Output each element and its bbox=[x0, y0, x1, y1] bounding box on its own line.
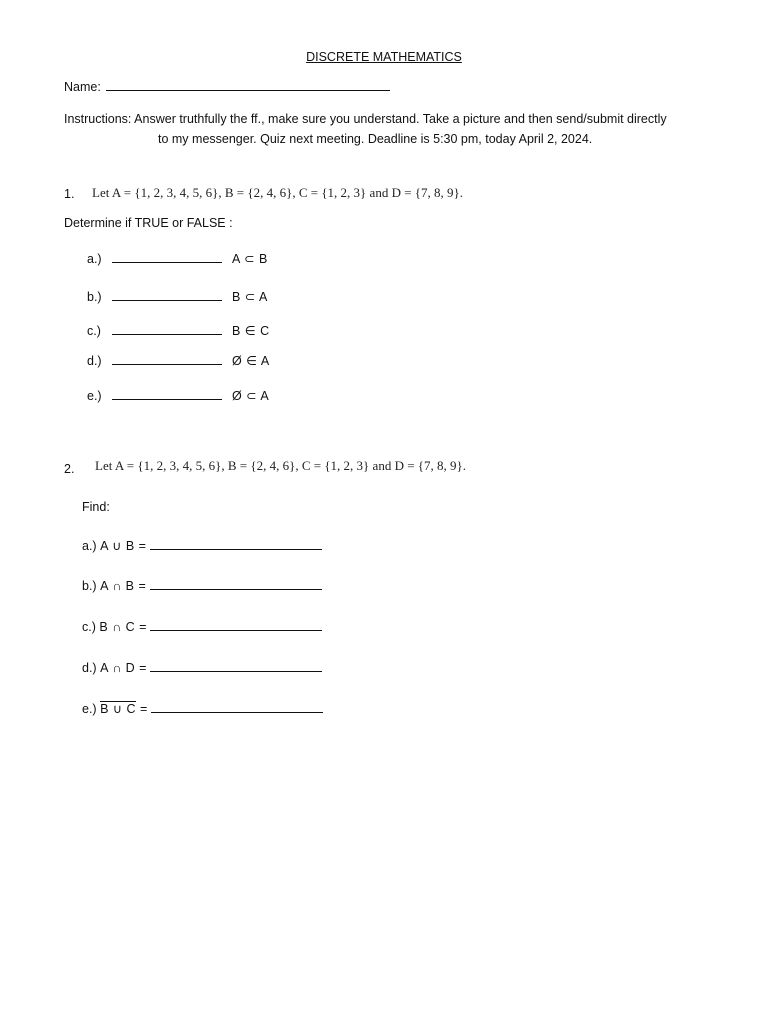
q1-prompt: Determine if TRUE or FALSE : bbox=[64, 216, 233, 230]
q2-prompt: Find: bbox=[82, 500, 110, 514]
q2-expression: A ∩ B = bbox=[100, 579, 147, 593]
q1-statement: B ⊂ A bbox=[231, 290, 268, 304]
q2-expression: A ∪ B = bbox=[100, 539, 147, 553]
q1-item-label: e.) bbox=[87, 389, 102, 403]
q2-answer-blank[interactable] bbox=[150, 630, 322, 631]
q1-answer-blank[interactable] bbox=[112, 364, 222, 365]
q2-item-label: b.) bbox=[82, 579, 97, 593]
q2-item bbox=[82, 620, 322, 634]
q1-statement: A ⊂ B bbox=[231, 252, 268, 266]
q1-item bbox=[87, 251, 268, 266]
q1-item bbox=[87, 323, 270, 338]
instructions bbox=[64, 109, 704, 149]
q2-item-label: c.) bbox=[82, 620, 96, 634]
q1-item-label: d.) bbox=[87, 354, 102, 368]
q2-expression: B ∩ C = bbox=[99, 620, 147, 634]
q2-answer-blank[interactable] bbox=[151, 712, 323, 713]
q2-item-label: e.) bbox=[82, 702, 97, 716]
name-blank-line[interactable] bbox=[106, 89, 390, 91]
q2-answer-blank[interactable] bbox=[150, 549, 322, 550]
q1-item-label: c.) bbox=[87, 324, 101, 338]
q1-answer-blank[interactable] bbox=[112, 334, 222, 335]
name-field bbox=[64, 80, 390, 94]
q2-item-label: a.) bbox=[82, 539, 97, 553]
q2-number: 2. bbox=[64, 462, 75, 476]
q1-number: 1. bbox=[64, 187, 75, 201]
name-label: Name: bbox=[64, 80, 101, 94]
q1-answer-blank[interactable] bbox=[112, 399, 222, 400]
q1-statement: Ø ⊂ A bbox=[231, 389, 270, 403]
q1-statement: B ∈ C bbox=[231, 324, 270, 338]
q2-expression-complement: B ∪ C bbox=[100, 702, 137, 716]
q2-expression: A ∩ D = bbox=[100, 661, 147, 675]
q1-given-sets: Let A = {1, 2, 3, 4, 5, 6}, B = {2, 4, 6}, C = {1, 2, 3} and D = {7, 8, 9}. bbox=[92, 185, 464, 200]
q2-item bbox=[82, 661, 322, 675]
page-title: DISCRETE MATHEMATICS bbox=[306, 50, 462, 64]
q2-answer-blank[interactable] bbox=[150, 589, 322, 590]
q1-answer-blank[interactable] bbox=[112, 262, 222, 263]
q1-item bbox=[87, 289, 268, 304]
q2-given-sets: Let A = {1, 2, 3, 4, 5, 6}, B = {2, 4, 6}, C = {1, 2, 3} and D = {7, 8, 9}. bbox=[95, 458, 467, 473]
instructions-line-1: Instructions: Answer truthfully the ff., make sure you understand. Take a picture and then send/submit directly bbox=[64, 112, 667, 126]
q1-item bbox=[87, 388, 269, 403]
q2-expression-tail: = bbox=[136, 702, 148, 716]
q1-item-label: a.) bbox=[87, 252, 102, 266]
q1-answer-blank[interactable] bbox=[112, 300, 222, 301]
q1-statement: Ø ∈ A bbox=[231, 354, 270, 368]
instructions-line-2: to my messenger. Quiz next meeting. Deadline is 5:30 pm, today April 2, 2024. bbox=[158, 132, 593, 146]
q2-item bbox=[82, 701, 323, 716]
q2-item-label: d.) bbox=[82, 661, 97, 675]
q2-item bbox=[82, 579, 322, 593]
q2-answer-blank[interactable] bbox=[150, 671, 322, 672]
q2-item bbox=[82, 538, 322, 553]
q1-item bbox=[87, 353, 270, 368]
q1-item-label: b.) bbox=[87, 290, 102, 304]
